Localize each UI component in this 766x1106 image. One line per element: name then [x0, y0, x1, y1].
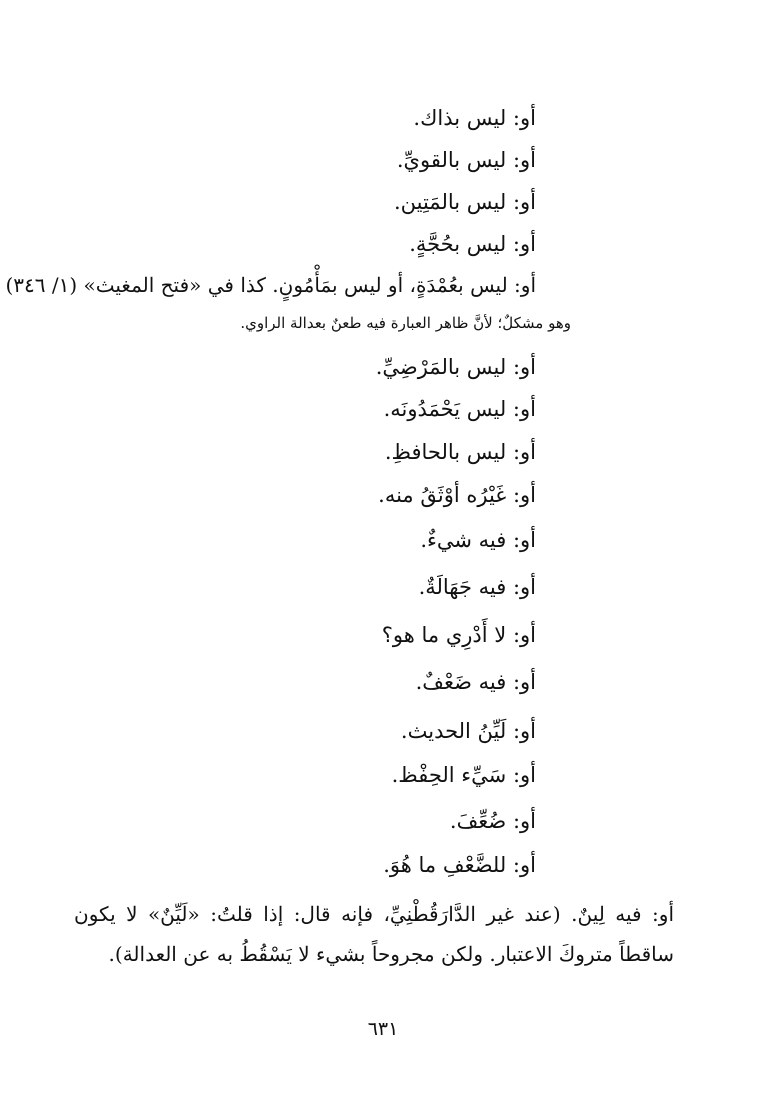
text-line: أو: فيه شيءٌ. — [420, 528, 536, 552]
note-line: وهو مشكلٌ؛ لأنَّ ظاهر العبارة فيه طعنٌ بعدالة الراوي. — [240, 314, 571, 332]
text-line: أو: ليس بالمَتِين. — [393, 190, 536, 214]
text-line: أو: سَيِّء الحِفْظ. — [391, 763, 536, 787]
text-line: أو: ليس بالمَرْضِيِّ. — [375, 355, 536, 379]
text-line: أو: ليس بذاك. — [413, 106, 536, 130]
text-line: أو: لا أَدْرِي ما هو؟ — [381, 623, 536, 647]
page-number: ٦٣١ — [367, 1018, 399, 1040]
text-line: أو: ليس بحُجَّةٍ. — [409, 232, 536, 256]
text-line: أو: ليس بالحافظِ. — [384, 440, 536, 464]
text-line: أو: ليس يَحْمَدُونَه. — [383, 397, 536, 421]
text-line: أو: فيه جَهَالَةٌ. — [418, 575, 536, 599]
text-line: أو: للضَّعْفِ ما هُوَ. — [383, 853, 536, 877]
text-line: أو: غَيْرُه أوْثَقُ منه. — [378, 483, 536, 507]
text-line: أو: ليس بعُمْدَةٍ، أو ليس بمَأْمُونٍ. كذا في «فتح المغيث» (١/ ٣٤٦) — [5, 273, 536, 297]
final-paragraph: أو: فيه لِينٌ. (عند غير الدَّارَقُطْنِيِّ، فإنه قال: إذا قلتُ: «لَيِّنٌ» لا يكون ساقطاً متروكَ الاعتبار. ولكن مجروحاً بشيء لا يَسْقُطُ به عن العدالة). — [74, 902, 674, 966]
text-line: أو: ضُعِّفَ. — [449, 809, 536, 833]
text-line: أو: لَيِّنُ الحديث. — [400, 719, 536, 743]
text-line: أو: ليس بالقويِّ. — [396, 148, 536, 172]
text-line: أو: فيه ضَعْفٌ. — [415, 670, 536, 694]
